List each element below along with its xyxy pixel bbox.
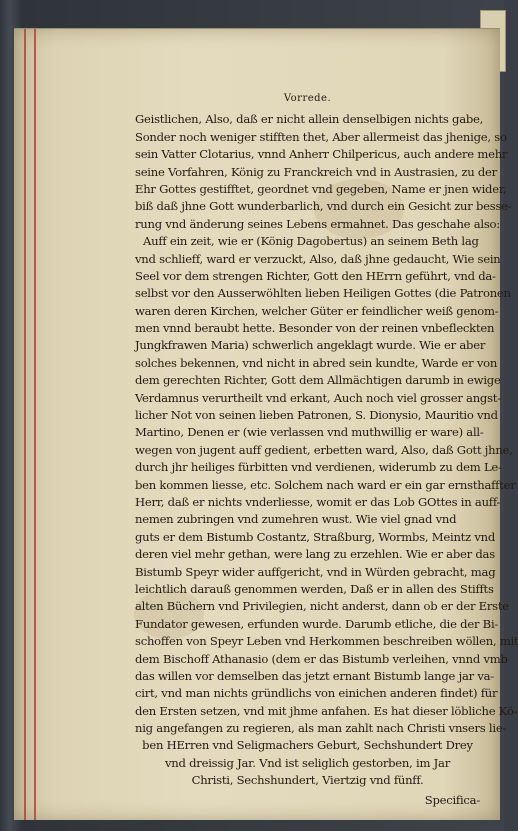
text-line: licher Not von seinen lieben Patronen, S. Dionysio, Mauritio vnd bbox=[135, 408, 498, 423]
text-line: durch jhr heiliges fürbitten vnd verdienen, widerumb zu dem Le- bbox=[135, 460, 502, 475]
text-line: wegen von jugent auff gedient, erbetten ward, Also, daß Gott jhne, bbox=[135, 442, 513, 457]
text-line: leichtlich darauß genommen werden, Daß er in allen des Stiffts bbox=[135, 581, 494, 596]
text-line: Sonder noch weniger stifften thet, Aber allermeist das jhenige, so bbox=[135, 129, 507, 144]
body-text bbox=[135, 111, 518, 789]
text-line: ben HErren vnd Seligmachers Geburt, Sechshundert Drey bbox=[142, 738, 473, 753]
text-line: Ehr Gottes gestifftet, geordnet vnd gegeben, Name er jnen wider, bbox=[135, 181, 507, 196]
text-line: Geistlichen, Also, daß er nicht allein denselbigen nichts gabe, bbox=[135, 112, 484, 127]
text-line: selbst vor den Ausserwöhlten lieben Heiligen Gottes (die Patronen bbox=[135, 286, 511, 301]
text-line: Seel vor dem strengen Richter, Gott den HErrn geführt, vnd da- bbox=[135, 268, 496, 283]
text-line: solches bekennen, vnd nicht in abred sein kundte, Warde er von bbox=[135, 355, 498, 370]
text-line: biß daß jhne Gott wunderbarlich, vnd durch ein Gesicht zur besse- bbox=[135, 199, 512, 214]
text-line: Christi, Sechshundert, Viertzig vnd fünff. bbox=[191, 773, 424, 788]
text-line: seine Vorfahren, König zu Franckreich vnd in Austrasien, zu der bbox=[135, 164, 497, 179]
text-line: sein Vatter Clotarius, vnnd Anherr Chilpericus, auch andere mehr bbox=[135, 147, 508, 162]
text-line: waren deren Kirchen, welcher Güter er feindlicher weiß genom- bbox=[135, 303, 499, 318]
text-line: ben kommen liesse, etc. Solchem nach ward er ein gar ernsthaffter bbox=[135, 477, 516, 492]
text-line: schoffen von Speyr Leben vnd Herkommen beschreiben wöllen, mit bbox=[135, 634, 518, 649]
text-line: alten Büchern vnd Privilegien, nicht anderst, dann ob er der Erste bbox=[135, 599, 509, 614]
catchword: Specifica- bbox=[424, 792, 480, 807]
text-line: Martino, Denen er (wie verlassen vnd muthwillig er ware) all- bbox=[135, 425, 484, 440]
text-line: Fundator gewesen, erfunden wurde. Darumb etliche, die der Bi- bbox=[135, 616, 499, 631]
text-line: vnd dreissig Jar. Vnd ist seliglich gestorben, im Jar bbox=[165, 755, 450, 770]
text-line: nig angefangen zu regieren, als man zahlt nach Christi vnsers lie- bbox=[135, 721, 507, 736]
margin-rule bbox=[34, 29, 36, 820]
text-line: das willen vor demselben das jetzt ernant Bistumb lange jar va- bbox=[135, 668, 494, 683]
text-line: rung vnd änderung seines Lebens ermahnet. Das geschahe also: bbox=[135, 216, 500, 231]
text-line: guts er dem Bistumb Costantz, Straßburg, Wormbs, Meintz vnd bbox=[135, 529, 496, 544]
running-head: Vorrede. bbox=[283, 93, 332, 104]
text-line: men vnnd beraubt hette. Besonder von der reinen vnbefleckten bbox=[135, 321, 495, 336]
text-line: nemen zubringen vnd zumehren wust. Wie viel gnad vnd bbox=[135, 512, 457, 527]
text-line: vnd schlieff, ward er verzuckt, Also, daß jhne gedaucht, Wie sein bbox=[135, 251, 501, 266]
text-line: dem Bischoff Athanasio (dem er das Bistumb verleihen, vnnd vmb bbox=[135, 651, 508, 666]
margin-rule bbox=[24, 29, 26, 820]
text-line: deren viel mehr gethan, were lang zu erzehlen. Wie er aber das bbox=[135, 547, 495, 562]
text-line: cirt, vnd man nichts gründlichs von einichen anderen findet) für bbox=[135, 686, 498, 701]
text-line: Jungkfrawen Maria) schwerlich angeklagt wurde. Wie er aber bbox=[135, 338, 486, 353]
text-block bbox=[135, 90, 518, 809]
text-line: Verdamnus verurtheilt vnd erkant, Auch noch viel grosser angst- bbox=[135, 390, 501, 405]
text-line: Herr, daß er nichts vnderliesse, womit er das Lob GOttes in auff- bbox=[135, 495, 501, 509]
text-line: den Ersten setzen, vnd mit jhme anfahen. Es hat dieser löbliche Kö- bbox=[135, 703, 518, 718]
text-line: Auff ein zeit, wie er (König Dagobertus) an seinem Beth lag bbox=[143, 234, 479, 249]
text-line: Bistumb Speyr wider auffgericht, vnd in Würden gebracht, mag bbox=[135, 564, 496, 579]
text-line: dem gerechten Richter, Gott dem Allmächtigen darumb in ewige bbox=[135, 373, 501, 388]
